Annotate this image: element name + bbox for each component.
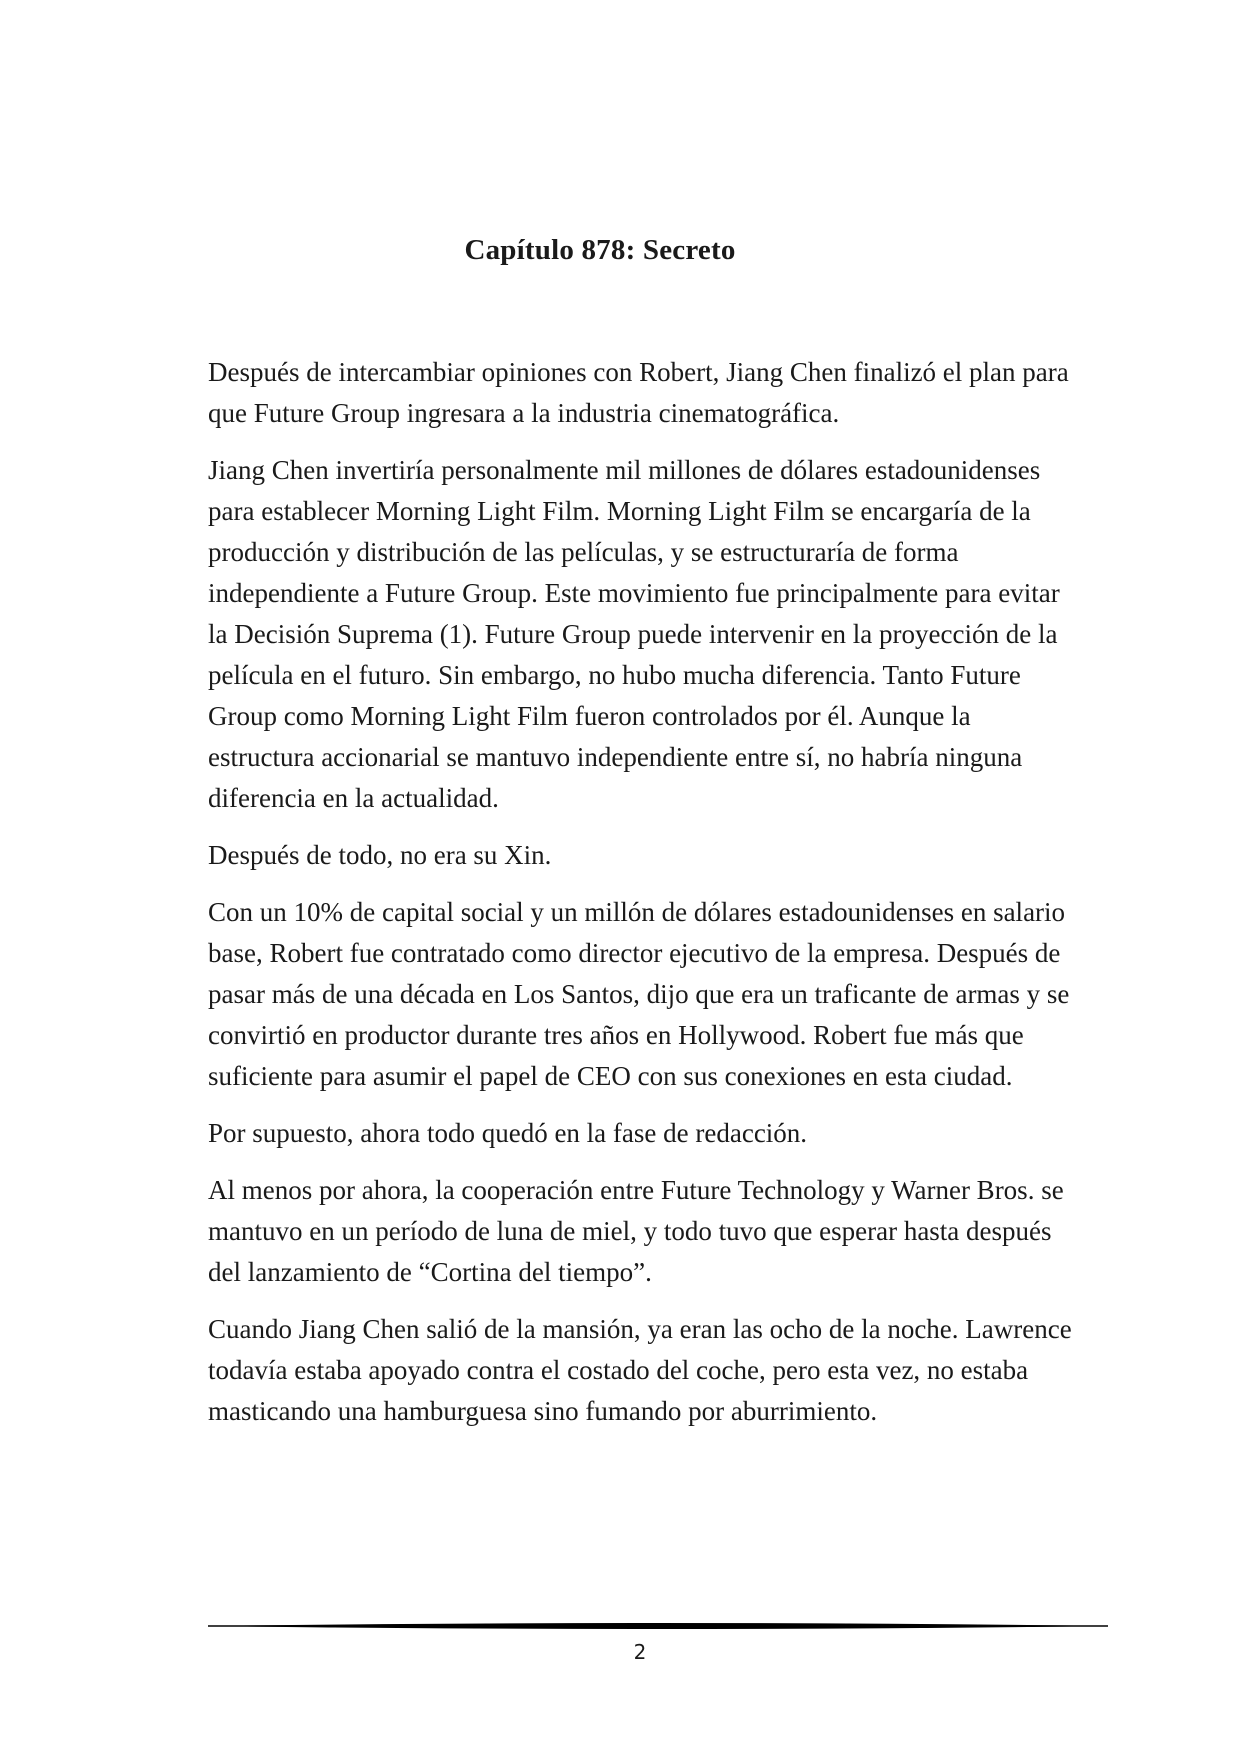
- paragraph: Con un 10% de capital social y un millón de dólares estadounidenses en salario base, Robert fue contratado como director ejecutivo de la empresa. Después de pasar más de una década en Los Santos, dijo que era un traficante de armas y se convirtió en productor durante tres años en Hollywood. Robert fue más que suficiente para asumir el papel de CEO con sus conexiones en esta ciudad.: [208, 897, 1070, 1091]
- footer-divider: [208, 1620, 1108, 1632]
- chapter-title: Capítulo 878: Secreto: [464, 234, 736, 266]
- paragraph: Después de todo, no era su Xin.: [208, 840, 552, 870]
- paragraph: Después de intercambiar opiniones con Robert, Jiang Chen finalizó el plan para que Future Group ingresara a la industria cinematográfica.: [208, 357, 1069, 428]
- paragraph: Jiang Chen invertiría personalmente mil millones de dólares estadounidenses para establecer Morning Light Film. Morning Light Film se encargaría de la producción y distribución de las películas, y se estructuraría de forma independiente a Future Group. Este movimiento fue principalmente para evitar la Decisión Suprema (1). Future Group puede intervenir en la proyección de la película en el futuro. Sin embargo, no hubo mucha diferencia. Tanto Future Group como Morning Light Film fueron controlados por él. Aunque la estructura accionarial se mantuvo independiente entre sí, no habría ninguna diferencia en la actualidad.: [208, 455, 1060, 813]
- chapter-body: [208, 352, 1078, 1448]
- paragraph: Cuando Jiang Chen salió de la mansión, ya eran las ocho de la noche. Lawrence todavía estaba apoyado contra el costado del coche, pero esta vez, no estaba masticando una hamburguesa sino fumando por aburrimiento.: [208, 1314, 1072, 1426]
- page-number: 2: [633, 1640, 647, 1664]
- paragraph: Por supuesto, ahora todo quedó en la fase de redacción.: [208, 1118, 808, 1148]
- paragraph: Al menos por ahora, la cooperación entre Future Technology y Warner Bros. se mantuvo en un período de luna de miel, y todo tuvo que esperar hasta después del lanzamiento de “Cortina del tiempo”.: [208, 1175, 1064, 1287]
